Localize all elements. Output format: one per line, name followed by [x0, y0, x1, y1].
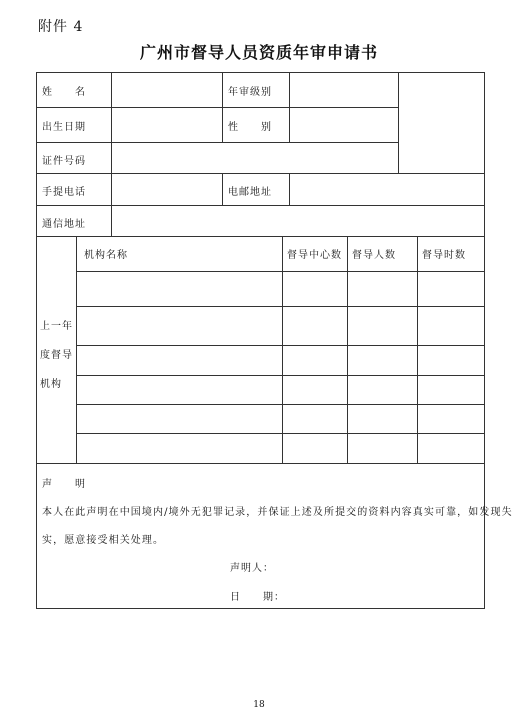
col-line: [222, 72, 223, 142]
form-title: 广州市督导人员资质年审申请书: [139, 43, 378, 62]
birth-date-label: 出生日期: [42, 122, 86, 133]
table-row: [77, 346, 484, 374]
page-number: 18: [253, 700, 265, 710]
supervision-hours-header: 督导时数: [422, 250, 466, 261]
gender-label: 性 别: [228, 122, 272, 133]
photo-box[interactable]: [399, 73, 483, 172]
table-row: [77, 272, 484, 305]
gender-field[interactable]: [290, 108, 397, 141]
address-label: 通信地址: [42, 219, 86, 230]
col-line: [222, 173, 223, 205]
email-field[interactable]: [290, 174, 483, 204]
date-label: 日 期：: [230, 592, 285, 603]
name-field[interactable]: [112, 73, 221, 106]
table-row: [77, 434, 484, 462]
mobile-label: 手提电话: [42, 187, 86, 198]
table-row: [77, 307, 484, 344]
agency-section-label-line3: 机构: [40, 379, 62, 390]
review-level-field[interactable]: [290, 73, 397, 106]
signature-field[interactable]: [268, 555, 418, 573]
supervisor-count-header: 督导人数: [352, 250, 396, 261]
signer-label: 声明人：: [230, 563, 274, 574]
review-level-label: 年审级别: [228, 87, 272, 98]
table-row: [77, 376, 484, 403]
name-label: 姓 名: [42, 87, 86, 98]
table-border-left: [36, 72, 37, 609]
id-number-label: 证件号码: [42, 156, 86, 167]
row-line: [36, 463, 485, 464]
address-field[interactable]: [112, 206, 483, 235]
table-border-right: [484, 72, 485, 609]
birth-date-field[interactable]: [112, 108, 221, 141]
table-border-bottom: [36, 608, 485, 609]
agency-section-label-line2: 度督导: [40, 350, 73, 361]
email-label: 电邮地址: [228, 187, 272, 198]
date-field[interactable]: [268, 584, 418, 602]
agency-section-label-line1: 上一年: [40, 321, 73, 332]
supervision-center-count-header: 督导中心数: [287, 250, 342, 261]
id-number-field[interactable]: [112, 143, 397, 172]
table-row: [77, 405, 484, 432]
declaration-body-line1: 本人在此声明在中国境内/境外无犯罪记录，并保证上述及所提交的资料内容真实可靠，如发现失: [42, 507, 513, 518]
mobile-field[interactable]: [112, 174, 221, 204]
declaration-body-line2: 实，愿意接受相关处理。: [42, 535, 165, 546]
agency-name-header: 机构名称: [84, 250, 128, 261]
attachment-label: 附件 4: [38, 19, 84, 35]
declaration-heading: 声 明: [42, 479, 86, 490]
